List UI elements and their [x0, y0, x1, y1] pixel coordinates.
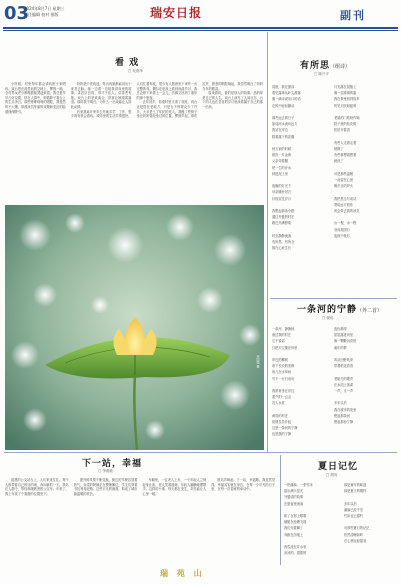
column-divider: [267, 32, 268, 452]
article-title: 夏日记忆: [318, 462, 359, 472]
poem-column: 一把蒲扇，一张竹床 摇出满天星光 外婆讲的故事 在夏夜里流淌 知了在树上唱歌 蜻蜓在池塘飞翔 我们光着脚丫 奔跑在田埂上 西瓜浸在井水里 凉凉的，甜甜的: [284, 483, 313, 556]
poem-column: 夜色渐浓 星星落进河里 像一颗颗闪亮的 童年的梦 风从田野吹来 带着稻花的香 老船夫的歌声 在水面上荡漾 一声，又一声 多年以后 我在城市的夜里 想起那条河 想起那份宁静: [334, 327, 357, 425]
poem-column: 那是童年的味道 那是夏天的模样 多年以后 蒲扇已经不见 竹床也已腐朽 可那些夏日的记忆 依然清晰如昨 在心里轻轻摇晃: [344, 483, 370, 543]
header-rule-thin: [3, 30, 398, 31]
issue-date: 2024年8月7日 星期三: [24, 6, 65, 11]
poem-column: 月光落在屋檐上 像一层薄薄的霜 我在梦里回到故乡 听见犬吠和蛙鸣 老屋的门吱呀作响 院子里的桂花树 依旧开着香 有些人走着走着 就散了 有些事想着想着 就淡了 可是那些温暖 一直留在心里 像冬日的炉火 我把思念写成诗 寄给远方的你 风会带去我的消息 山一程，水一程 身向故园行 夜深千帐灯: [334, 85, 360, 238]
title-text: 有所思: [300, 61, 331, 71]
title-subtitle: （外二首）: [357, 308, 383, 314]
page-number: 03: [4, 3, 30, 24]
page-header: [0, 0, 401, 30]
article-author: □ 李燕敏: [98, 469, 113, 473]
article-title: 看 戏: [115, 58, 140, 68]
article-author: □ 谢伟: [322, 316, 334, 320]
section-title: 副刊: [340, 9, 366, 22]
article-title: [297, 302, 382, 315]
poem-column: 一条河，静静地 流过我的村庄 它不说话 只把天空揽在怀里 岸边的柳树 垂下长长的发辫 鱼儿在水草间 写下一行行诗句 我常常坐在岸边 看夕阳一点点 沉入水底 黄昏的村庄 炊烟袅袅升起 这是一条河的宁静 也是我的宁静: [272, 327, 298, 437]
article-author: □ 胡亮: [326, 473, 338, 477]
header-rule: [3, 27, 398, 29]
article-body: 清晨的公交站台上，人们来来往往。每个人都带着自己的目的地，奔向新的一天。我站在人群中，等待那趟熟悉的公交车。车来了，我上车找了个靠窗的位置坐下。 窗外的风景不断变换，街边的早餐店冒着热气，卖菜的阿姨正在整理摊位，学生们背着书包匆匆赶路。这些平凡的画面，构成了城市最温暖的底色。 车厢里，一位老人上车，一个年轻人立刻起身让座。老人笑着道谢，年轻人腼腆地摆摆手。这样的小事，每天都在发生，却总能让人心里一暖。 报站声响起：下一站，幸福路。我忽然觉得，幸福其实就在身边，在每一个平凡的日子里，在每一次善意的举动中。: [5, 478, 275, 496]
lotus-photo: [5, 205, 264, 450]
section-divider: [270, 298, 397, 299]
article-title: [300, 58, 350, 71]
photo-caption: 林国强 摄: [256, 355, 260, 368]
poem-column: 清晨，我在窗前 看见露珠从叶尖滑落 像一滴未说出口的话 在风中轻轻颤动 那些远去的日子 如同河水流向远方 我站在岸边 数着落下的花瓣 秋天来的时候 稻田一片金黄 父亲弯着腰 把一生的汗水 种进泥土里 夜晚的灯光下 母亲缝补旧衣 针线穿过岁月 我想起那条小路 通往外婆的村庄 路边开满野菊 时光静静流淌 有所思，有所念 都在心底生长: [272, 85, 301, 251]
title-subtitle: （组诗）: [330, 64, 351, 70]
article-author: □ 吴燕华: [128, 69, 143, 73]
article-title: 下一站，幸福: [82, 459, 143, 469]
column-divider: [280, 455, 281, 565]
title-text: 一条河的宁静: [297, 305, 358, 315]
lotus-photo-image: [5, 205, 264, 450]
article-author: □ 陈兴平: [314, 72, 329, 76]
article-body: 小时候，村里每年都会请戏班子来唱戏。戏台搭在祠堂前的空地上，锣鼓一响，全村男女老少都搬着板凳赶来看。我总是早早占好位置，挤在人群中，仰着脖子看台上的生旦净丑。那些咿咿呀呀的唱腔，我虽然听不大懂，却被演员华丽的戏服和变幻的脸谱深深吸引。 奶奶是个老戏迷，每出戏她都能说出个来龙去脉。她一边看一边给我讲戏里的故事，讲忠臣良将，讲才子佳人，讲善恶有报。戏台上的悲欢离合，常常让她跟着落泪。那时我不明白，为什么一出戏能让人如此动情。 后来我离开家乡去外地求学、工作，很少再有机会看戏。城市里的生活节奏很快，人们忙着奔波，很少有人愿意坐下来听一出完整的戏。偶尔在电视上看到戏曲节目，我总会停下来看上一会儿，仿佛又回到了童年的那个夏夜。 去年回乡，恰逢村里又请了戏班。戏台还是搭在老地方，只是台下的观众少了许多，大多是上了年纪的老人。我搬了把椅子坐在奶奶曾经坐过的位置，锣鼓声起，幕布拉开，熟悉的唱腔响起，我忽然明白了奶奶当年的眼泪。 原来看戏，看的是别人的故事，品的却是自己的人生。戏台上演尽了人间百态，台下的人也在各自的岁月里演着属于自己的那一出戏。: [5, 82, 263, 119]
editor-line: 责任编辑 校对 排版: [24, 12, 59, 17]
footer-logo: 瑞 苑 山: [160, 568, 205, 578]
paper-logo: 瑞安日报: [150, 6, 203, 20]
section-divider: [4, 452, 397, 453]
